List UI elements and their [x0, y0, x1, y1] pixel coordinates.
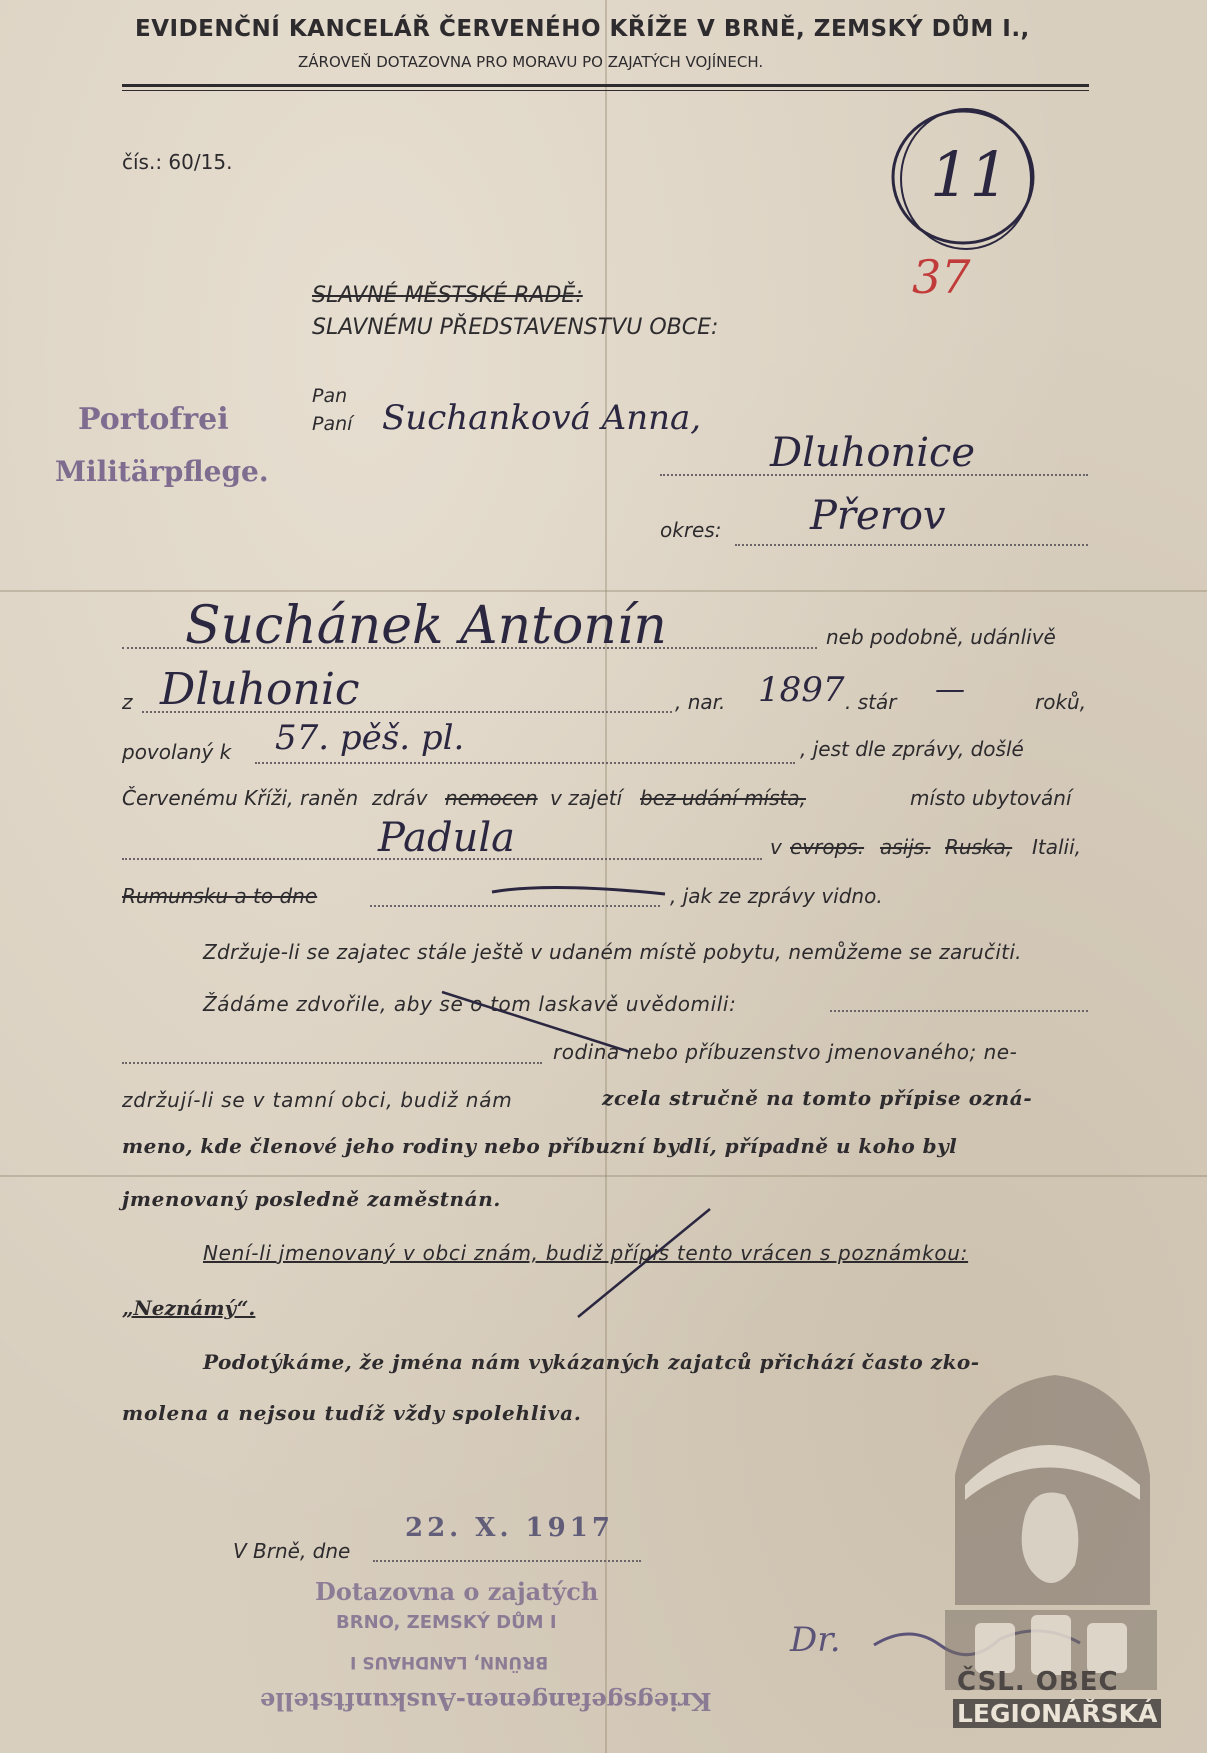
okres-line	[735, 544, 1088, 546]
line5-evrops: evrops.	[790, 835, 865, 859]
place-line	[122, 858, 762, 860]
fold-line	[605, 0, 607, 1753]
letterhead-subtitle: ZÁROVEŇ DOTAZOVNA PRO MORAVU PO ZAJATÝCH VOJÍNECH.	[298, 53, 764, 71]
soldier-helmet-icon	[935, 1365, 1167, 1615]
after-name-text: neb podobně, udánlivě	[826, 625, 1056, 649]
age-dash: —	[935, 672, 965, 707]
family-line-2	[122, 1062, 542, 1064]
office-stamp-line4: Kriegsgefangenen-Auskunftstelle	[260, 1687, 712, 1716]
office-stamp-line2: BRNO, ZEMSKÝ DŮM I	[336, 1612, 557, 1633]
unit-line	[255, 762, 795, 764]
paragraph-3c: meno, kde členové jeho rodiny nebo příbuzní bydlí, případně u koho byl	[122, 1134, 958, 1158]
roku-label: roků,	[1035, 690, 1087, 714]
logo-line2: LEGIONÁŘSKÁ	[953, 1699, 1161, 1728]
signature: Dr.	[790, 1620, 841, 1660]
line4-vzajeti: v zajetí	[550, 786, 623, 810]
paragraph-5a: Podotýkáme, že jména nám vykázaných zajatců přichází často zko-	[203, 1350, 980, 1374]
recipient-okres: Přerov	[810, 493, 946, 539]
letterhead-rule	[122, 84, 1089, 87]
line4-ranen: raněn	[300, 786, 359, 810]
addressee-struck: SLAVNÉ MĚSTSKÉ RADĚ:	[312, 283, 583, 308]
line6-rumunsku: Rumunsku a to dne	[122, 884, 318, 908]
paragraph-5b: molena a nejsou tudíž vždy spolehliva.	[122, 1401, 582, 1425]
jest-text: , jest dle zprávy, došlé	[800, 737, 1024, 761]
logo-line1: ČSL. OBEC	[957, 1667, 1119, 1697]
prisoner-name-line	[122, 647, 817, 649]
line5-v: v	[770, 835, 782, 859]
office-stamp-line3: BRÜNN, LANDHAUS I	[350, 1652, 549, 1672]
date-dash-mark	[490, 880, 670, 900]
line5-italii: Italii,	[1032, 835, 1082, 859]
povolany-label: povolaný k	[122, 740, 232, 764]
date-field-line	[373, 1560, 641, 1562]
line4-misto: místo ubytování	[910, 786, 1072, 810]
military-unit: 57. pěš. pl.	[275, 718, 465, 758]
date-line	[370, 905, 660, 907]
star-label: . stár	[845, 690, 897, 714]
office-stamp-line1: Dotazovna o zajatých	[315, 1577, 599, 1606]
paragraph-3d: jmenovaný posledně zaměstnán.	[122, 1187, 501, 1211]
line4-zdrav: zdráv	[372, 786, 428, 810]
fold-line	[0, 590, 1207, 592]
long-diagonal-stroke	[570, 1205, 720, 1325]
nar-label: , nar.	[675, 690, 726, 714]
paragraph-3b-bold: zcela stručně na tomto přípise ozná-	[602, 1086, 1033, 1110]
line4-start: Červenému Kříži,	[122, 786, 294, 810]
okres-label: okres:	[660, 518, 722, 542]
pani-label: Paní	[312, 413, 353, 435]
birth-year: 1897	[758, 670, 845, 710]
letterhead-title: EVIDENČNÍ KANCELÁŘ ČERVENÉHO KŘÍŽE V BRNĚ, ZEMSKÝ DŮM I.,	[135, 16, 1030, 42]
paragraph-2: Žádáme zdvořile, aby se o tom laskavě uvědomili:	[203, 992, 737, 1016]
date-stamp: 22. X. 1917	[405, 1513, 614, 1543]
prisoner-name: Suchánek Antonín	[185, 596, 667, 656]
camp-place: Padula	[378, 815, 515, 861]
paragraph-3b-normal: zdržují-li se v tamní obci, budiž nám	[122, 1088, 513, 1112]
red-number: 37	[912, 250, 971, 304]
circled-number: 11	[930, 138, 1009, 211]
prisoner-origin: Dluhonic	[160, 664, 360, 715]
recipient-name: Suchanková Anna,	[382, 398, 702, 438]
family-line-1	[830, 1010, 1088, 1012]
recipient-town: Dluhonice	[770, 430, 976, 476]
town-line	[660, 474, 1088, 476]
paragraph-4: Není-li jmenovaný v obci znám, budiž přípis tento vrácen s poznámkou:	[203, 1241, 969, 1265]
fold-line	[0, 1175, 1207, 1177]
portofrei-stamp-line1: Portofrei	[78, 402, 229, 437]
reference-number: čís.: 60/15.	[122, 150, 233, 174]
line5-asijs: asijs.	[880, 835, 931, 859]
paragraph-3a: rodina nebo příbuzenstvo jmenovaného; ne-	[553, 1040, 1018, 1064]
legion-logo	[935, 1365, 1167, 1735]
paragraph-4b: „Neznámý“.	[122, 1296, 256, 1320]
addressee-line: SLAVNÉMU PŘEDSTAVENSTVU OBCE:	[312, 315, 719, 340]
portofrei-stamp-line2: Militärpflege.	[55, 455, 269, 488]
pan-label: Pan	[312, 385, 348, 407]
z-label: z	[122, 690, 133, 714]
line5-ruska: Ruska,	[945, 835, 1013, 859]
line6-end: , jak ze zprávy vidno.	[670, 884, 883, 908]
line4-nemocen: nemocen	[445, 786, 538, 810]
paragraph-1: Zdržuje-li se zajatec stále ještě v udaném místě pobytu, nemůžeme se zaručiti.	[203, 940, 1022, 964]
letterhead-rule-thin	[122, 90, 1089, 91]
line4-bez: bez udání místa,	[640, 786, 806, 810]
place-label: V Brně, dne	[233, 1539, 351, 1563]
origin-line	[142, 711, 672, 713]
